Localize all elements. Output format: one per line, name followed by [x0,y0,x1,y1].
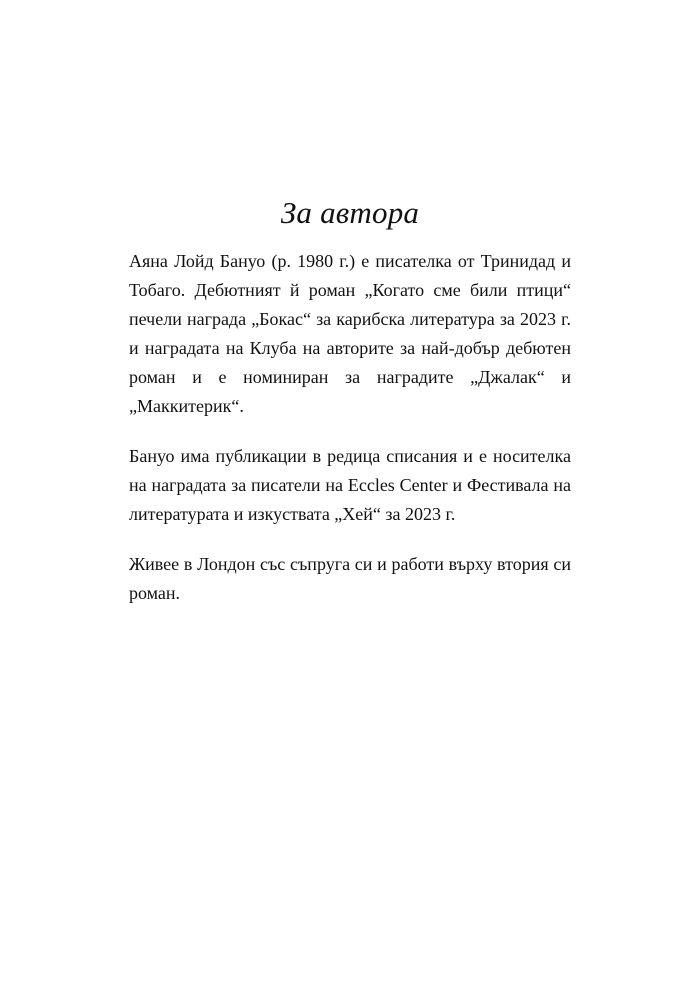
author-bio [129,247,571,629]
bio-paragraph-1: Аяна Лойд Бануо (р. 1980 г.) е писателка от Тринидад и Тобаго. Дебютният й роман „Когато сме били птици“ печели награда „Бокас“ за карибска литература за 2023 г. и наградата на Клуба на авторите за най-добър дебютен роман и е номиниран за наградите „Джалак“ и „Маккитерик“. [129,251,571,416]
bio-paragraph-2: Бануо има публикации в редица списания и е носителка на наградата за писатели на Eccles Center и Фестивала на литературата и изкуствата „Хей“ за 2023 г. [129,446,571,524]
page-title: За автора [280,195,420,230]
bio-paragraph-3: Живее в Лондон със съпруга си и работи върху втория си роман. [129,554,571,603]
